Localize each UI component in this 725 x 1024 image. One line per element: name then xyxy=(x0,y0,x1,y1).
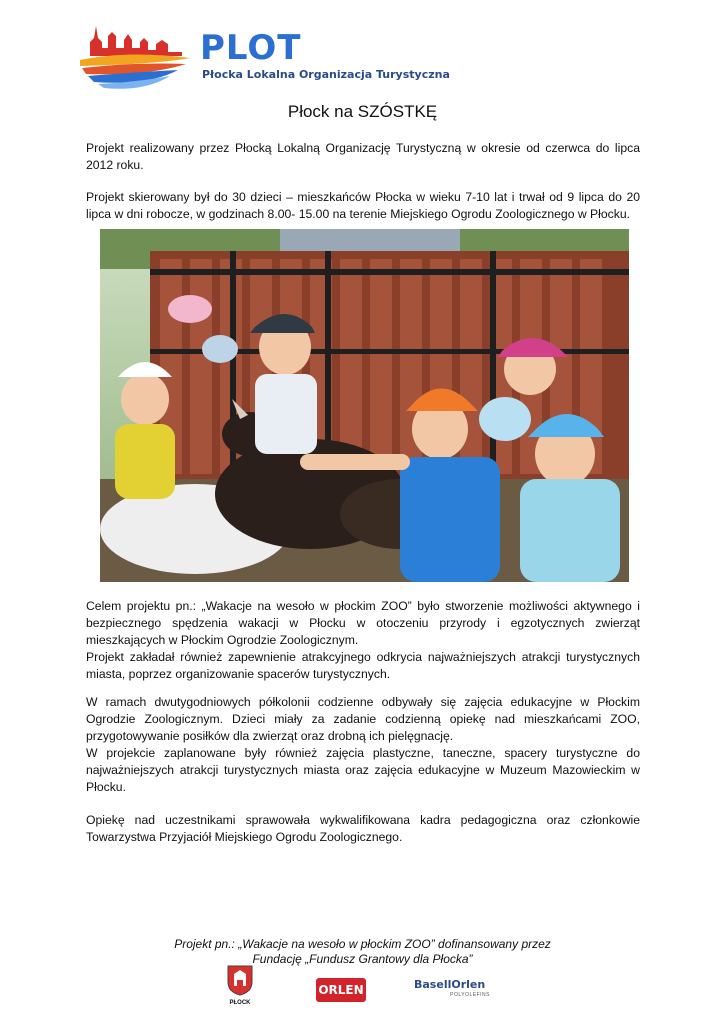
footer-line-2: Fundację „Fundusz Grantowy dla Płocka” xyxy=(252,952,473,966)
photo-illustration xyxy=(100,229,629,582)
basell-orlen-label: BasellOrlen xyxy=(414,978,486,991)
paragraph-project-goal: Celem projektu pn.: „Wakacje na wesoło w płockim ZOO” było stworzenie możliwości aktywnego i bezpiecznego spędzenia wakacji w Płocku w otoczeniu przyrody i egzotycznych zwierząt mieszkających w Płockim Ogrodzie Zoologicznym. xyxy=(86,599,640,647)
paragraph-extra-activities: W projekcie zaplanowane były również zajęcia plastyczne, taneczne, spacery turystyczne do najważniejszych atrakcji turystycznych miasta oraz zajęcia edukacyjne w Muzeum Mazowieckim w Płocku. xyxy=(86,746,640,794)
paragraph-participants: Projekt skierowany był do 30 dzieci – mieszkańców Płocka w wieku 7-10 lat i trwał od 9 lipca do 20 lipca w dni robocze, w godzinach 8.00- 15.00 na terenie Miejskiego Ogrodu Zoologicznego w Płocku. xyxy=(86,190,640,221)
paragraph-tours: Projekt zakładał również zapewnienie atrakcyjnego odkrycia najważniejszych atrakcji turystycznych miasta, poprzez organizowanie spacerów turystycznych. xyxy=(86,650,640,681)
footer-line-1: Projekt pn.: „Wakacje na wesoło w płockim ZOO” dofinansowany przez xyxy=(174,937,551,951)
paragraph-staff: Opiekę nad uczestnikami sprawowała wykwalifikowana kadra pedagogiczna oraz członkowie Towarzystwa Przyjaciół Miejskiego Ogrodu Zoologicznego. xyxy=(86,813,640,844)
orlen-logo xyxy=(316,978,366,1002)
logo-title: PLOT xyxy=(200,28,302,68)
logo-subtitle: Płocka Lokalna Organizacja Turystyczna xyxy=(202,68,450,81)
plot-logo xyxy=(78,14,450,94)
paragraph-activities: W ramach dwutygodniowych półkolonii codzienne odbywały się zajęcia edukacyjne w Płockim Ogrodzie Zoologicznym. Dzieci miały za zadanie codzienną opiekę nad mieszkańcami ZOO, przygotowywanie posiłków dla zwierząt oraz drobną ich pielęgnację. xyxy=(86,695,640,743)
page-title: Płock na SZÓSTKĘ xyxy=(287,102,438,121)
plock-shield-icon xyxy=(226,964,254,996)
basell-orlen-logo xyxy=(414,978,490,1004)
paragraph-intro: Projekt realizowany przez Płocką Lokalną Organizację Turystyczną w okresie od czerwca do lipca 2012 roku. xyxy=(86,141,640,172)
basell-orlen-sublabel: POLYOLEFINS xyxy=(450,992,490,998)
children-zoo-photo xyxy=(100,229,629,582)
plot-logo-graphic xyxy=(78,14,208,94)
plock-label: PŁOCK xyxy=(229,1000,251,1006)
orlen-label: ORLEN xyxy=(318,983,364,997)
footer-funding-note xyxy=(0,937,725,967)
plock-coat-of-arms-logo xyxy=(226,964,254,1004)
